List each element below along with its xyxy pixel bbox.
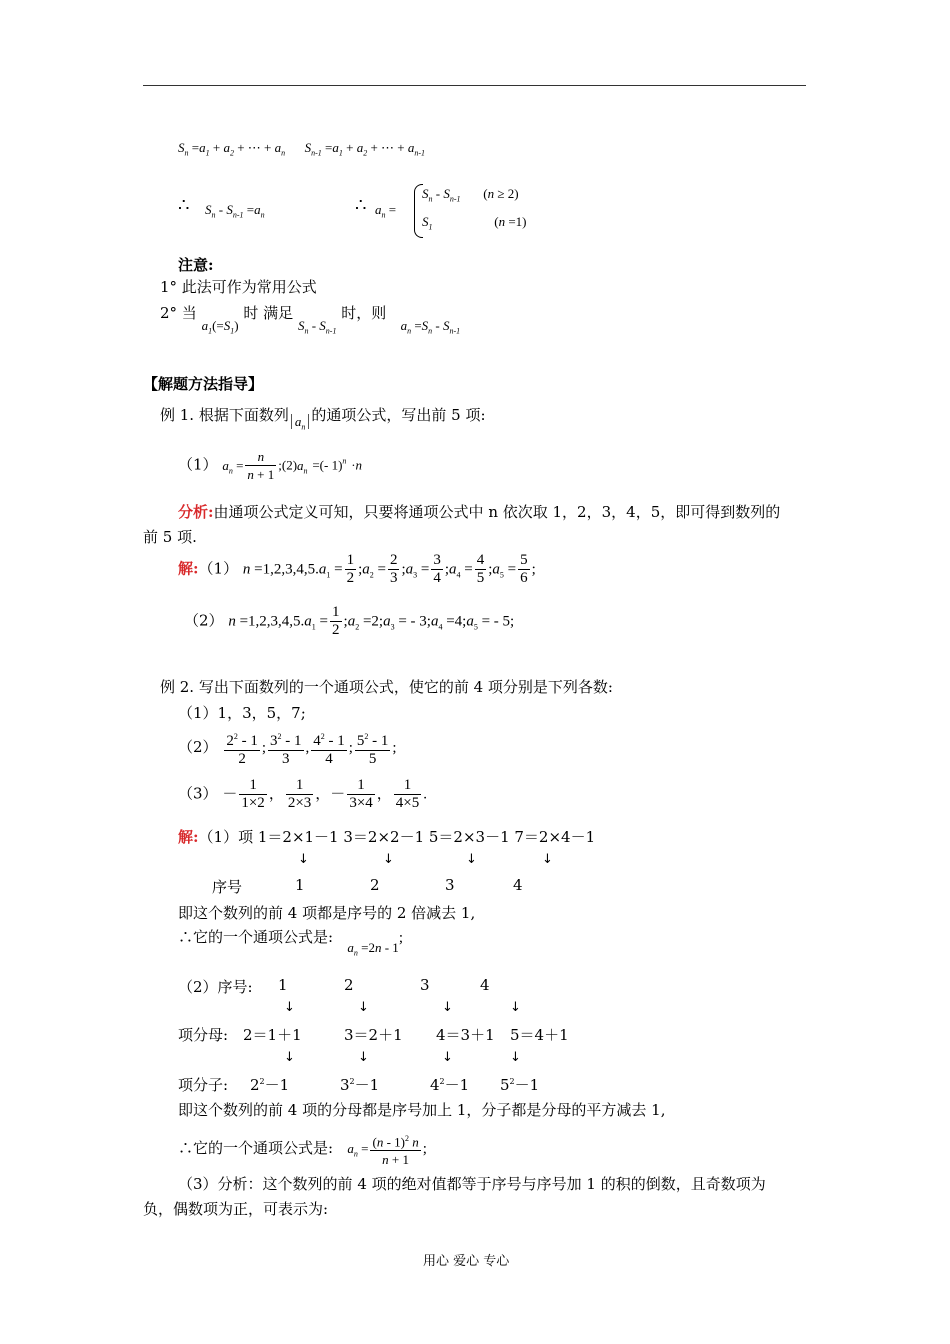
note-item2: 2° 当 $a_1(=S_1)$ 时 满足 $S_n - S_{n-1}$ 时，则 $a_n =S_n - S_{n-1}$ bbox=[160, 304, 461, 336]
ex2-item1: （1）1，3，5，7; bbox=[178, 704, 306, 722]
sol2-num: $3^2-1$ bbox=[340, 1076, 380, 1094]
seq-num: 2 bbox=[370, 876, 380, 894]
formula-an-label: $a_n$ = bbox=[375, 202, 397, 220]
down-arrow-icon: ↓ bbox=[542, 852, 553, 867]
ex1-solution1: 解:（1） $n =1,2,3,4,5.a_1$ = $\frac{1}{2}$ $;a_2$ = $\frac{2}{3}$ $;a_3$ = $\frac{3}{4}$ $;a_4$ = $\frac{4}{5}$ $;a_5$ = $\frac{5}{6}$ ; bbox=[178, 552, 536, 586]
sol2-den: 3＝2＋1 bbox=[344, 1026, 403, 1044]
section-title: 【解题方法指导】 bbox=[143, 375, 264, 393]
sol2-seq-num: 3 bbox=[420, 976, 430, 994]
ex1-intro: 例 1. 根据下面数列 $a_n$的通项公式，写出前 5 项: bbox=[160, 406, 486, 432]
formula-sn-sum: $S_n =a_1 + a_2$ + ⋯ + $a_n$ $S_{n-1} =a_1 + a_2$ + ⋯ + $a_{n-1}$ bbox=[178, 140, 426, 158]
down-arrow-icon: ↓ bbox=[284, 1000, 295, 1015]
down-arrow-icon: ↓ bbox=[284, 1050, 295, 1065]
seq-num: 4 bbox=[513, 876, 523, 894]
ex1-analysis-cont: 前 5 项. bbox=[143, 528, 197, 546]
sol1-formula: ∴它的一个通项公式是: $a_n =2n - 1$; bbox=[178, 928, 403, 958]
ex2-item3: （3） － $\frac{1}{1\times 2}$ ， $\frac{1}{2\times 3}$ ，－ $\frac{1}{3\times 4}$ ， $\frac{1}{4\times 5}$ . bbox=[178, 777, 428, 811]
sol1-conclusion: 即这个数列的前 4 项都是序号的 2 倍减去 1, bbox=[178, 904, 476, 922]
sol2-formula: ∴它的一个通项公式是: $a_n$ = $\frac{(n - 1)^2 n}{n + 1}$ ; bbox=[178, 1130, 427, 1168]
sol2-den: 2＝1＋1 bbox=[243, 1026, 302, 1044]
sol2-num: $5^2-1$ bbox=[500, 1076, 540, 1094]
note-item1: 1° 此法可作为常用公式 bbox=[160, 278, 317, 296]
piecewise-case1: $S_n - S_{n-1}$ (n ≥ 2) bbox=[422, 186, 519, 204]
sol2-num-label: 项分子: bbox=[178, 1076, 229, 1094]
down-arrow-icon: ↓ bbox=[358, 1050, 369, 1065]
sol2-den: 4＝3＋1 bbox=[436, 1026, 495, 1044]
sol2-den: 5＝4＋1 bbox=[510, 1026, 569, 1044]
down-arrow-icon: ↓ bbox=[442, 1050, 453, 1065]
sol3-text: （3）分析：这个数列的前 4 项的绝对值都等于序号与序号加 1 的积的倒数，且奇数项为 bbox=[178, 1175, 766, 1193]
therefore-symbol: ∴ bbox=[355, 195, 367, 216]
sol2-conclusion: 即这个数列的前 4 项的分母都是序号加上 1，分子都是分母的平方减去 1, bbox=[178, 1101, 666, 1119]
formula-sn-diff: $S_n - S_{n-1} =a_n$ bbox=[205, 202, 265, 220]
down-arrow-icon: ↓ bbox=[358, 1000, 369, 1015]
sol2-num: $2^2-1$ bbox=[250, 1076, 290, 1094]
ex1-analysis: 分析:由通项公式定义可知，只要将通项公式中 n 依次取 1，2，3，4，5，即可得到数列的 bbox=[178, 503, 781, 521]
seq-num: 3 bbox=[445, 876, 455, 894]
seq-label: 序号 bbox=[212, 878, 243, 896]
sol3-text-cont: 负，偶数项为正，可表示为: bbox=[143, 1200, 329, 1218]
therefore-symbol: ∴ bbox=[178, 195, 190, 216]
note-title: 注意: bbox=[178, 256, 214, 274]
piecewise-case2: $S_1$ (n =1) bbox=[422, 214, 527, 232]
down-arrow-icon: ↓ bbox=[510, 1050, 521, 1065]
ex1-formula: （1） $a_n$ = $\frac{n}{n + 1}$ $;(2)a_n$ =(- 1)$^n$ ·n bbox=[178, 449, 363, 482]
down-arrow-icon: ↓ bbox=[298, 852, 309, 867]
sol2-seq-num: 2 bbox=[344, 976, 354, 994]
down-arrow-icon: ↓ bbox=[383, 852, 394, 867]
ex2-item2: （2） $\frac{2^2 - 1}{2}$ ; $\frac{3^2 - 1}{3}$ , $\frac{4^2 - 1}{4}$ ; $\frac{5^2 - 1}{5}$ ; bbox=[178, 728, 397, 768]
sol2-seq-num: 4 bbox=[480, 976, 490, 994]
ex1-solution2: （2） $n =1,2,3,4,5.a_1$ = $\frac{1}{2}$ $;a_2$ $=2;a_3$ = - $3;a_4$ $=4;a_5$ = - 5; bbox=[184, 604, 515, 638]
seq-num: 1 bbox=[295, 876, 305, 894]
down-arrow-icon: ↓ bbox=[510, 1000, 521, 1015]
down-arrow-icon: ↓ bbox=[442, 1000, 453, 1015]
sol2-seq-num: 1 bbox=[278, 976, 288, 994]
page-footer: 用心 爱心 专心 bbox=[423, 1254, 510, 1269]
sol2-num: $4^2-1$ bbox=[430, 1076, 470, 1094]
down-arrow-icon: ↓ bbox=[466, 852, 477, 867]
sol2-seq-label: （2）序号: bbox=[178, 978, 253, 996]
header-rule bbox=[143, 85, 806, 86]
ex2-sol1-row: 解:（1）项 1＝2×1－1 3＝2×2－1 5＝2×3－1 7＝2×4－1 bbox=[178, 828, 596, 846]
ex2-intro: 例 2. 写出下面数列的一个通项公式，使它的前 4 项分别是下列各数: bbox=[160, 678, 613, 696]
sol2-den-label: 项分母: bbox=[178, 1026, 229, 1044]
